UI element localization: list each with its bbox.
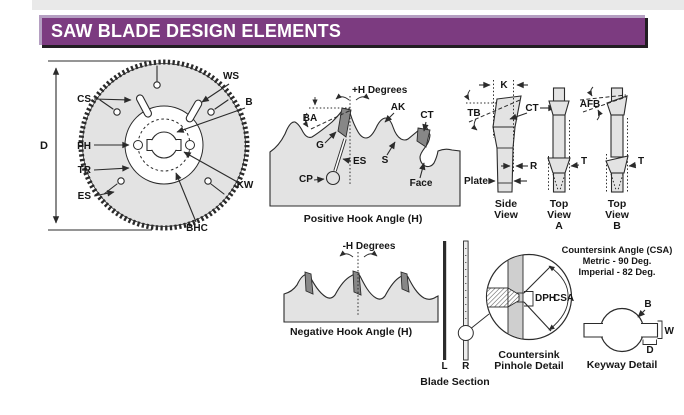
keyway-detail-diagram — [584, 299, 675, 371]
label-ph: PH — [77, 141, 91, 152]
side-view-caption: Side — [494, 198, 518, 210]
positive-hook-caption: Positive Hook Angle (H) — [303, 213, 423, 225]
label-plate: Plate — [464, 176, 488, 187]
countersink-note: Countersink Angle (CSA) — [561, 245, 673, 255]
countersink-caption: Countersink — [498, 349, 560, 361]
label-es: ES — [353, 156, 367, 167]
copper-plug — [327, 172, 340, 185]
label-csa: CSA — [553, 293, 575, 304]
w-bracket — [658, 321, 663, 339]
label-ct: CT — [420, 110, 434, 121]
top-view-a-caption: A — [555, 220, 563, 232]
label-t: T — [638, 156, 645, 167]
label-ct: CT — [525, 103, 539, 114]
plate — [612, 173, 624, 192]
tooth-body — [553, 115, 565, 158]
top-view-b-caption: View — [605, 209, 629, 221]
label-ak: AK — [390, 102, 406, 113]
plate — [554, 173, 566, 192]
shoulder — [548, 158, 570, 173]
blade-section-caption: Blade Section — [420, 376, 490, 388]
blade-front-view — [40, 61, 254, 234]
top-view-b-diagram — [580, 87, 644, 232]
negative-hook-caption: Negative Hook Angle (H) — [289, 326, 413, 338]
left-section-bar — [443, 241, 446, 360]
label-g: G — [316, 140, 324, 151]
label-r: R — [462, 361, 470, 372]
pinhole-right — [186, 141, 195, 150]
top-view-b-caption: B — [613, 220, 621, 232]
bore-circle — [601, 309, 644, 352]
top-view-b-caption: Top — [607, 198, 627, 210]
label-bhc: BHC — [186, 223, 208, 234]
label-minus-h-degrees: -H Degrees — [342, 241, 396, 252]
pinhole-left — [134, 141, 143, 150]
label-b: B — [644, 299, 652, 310]
label-k: K — [500, 80, 508, 91]
label-cp: CP — [299, 174, 313, 185]
carbide-tip — [353, 271, 361, 295]
countersink-caption: Pinhole Detail — [494, 360, 564, 372]
carbide-tip — [401, 272, 409, 292]
label-tr: TR — [77, 165, 91, 176]
top-view-a-caption: View — [547, 209, 571, 221]
label-l: L — [441, 361, 448, 372]
right-section-bar — [464, 241, 469, 360]
label-cs: CS — [77, 94, 91, 105]
countersink-note: Imperial - 82 Deg. — [578, 267, 656, 277]
carbide-tip — [305, 272, 313, 294]
page-title: SAW BLADE DESIGN ELEMENTS — [51, 21, 342, 41]
label-w: W — [664, 326, 674, 337]
label-tb: TB — [467, 108, 481, 119]
label-s: S — [381, 155, 389, 166]
label-d: D — [40, 140, 48, 152]
label-ba: BA — [302, 113, 318, 124]
label-dph: DPH — [535, 293, 557, 304]
label-r: R — [530, 161, 538, 172]
label-face: Face — [409, 178, 433, 189]
side-view-caption: View — [494, 209, 518, 221]
tooth-tip — [549, 101, 569, 115]
d-bracket — [643, 340, 657, 345]
tooth-body — [611, 115, 623, 157]
tooth-tab — [554, 88, 565, 101]
pinhole-callout-circle — [458, 326, 473, 341]
label-t: T — [581, 156, 588, 167]
label-b: B — [245, 97, 253, 108]
positive-hook-diagram — [270, 85, 460, 225]
label-ws: WS — [222, 71, 240, 82]
top-view-a-caption: Top — [549, 198, 569, 210]
bore — [151, 132, 177, 158]
keyway-caption: Keyway Detail — [586, 359, 658, 371]
label-afb: AFB — [579, 99, 601, 110]
shoulder-beveled — [606, 156, 628, 173]
side-view-diagram — [464, 80, 555, 221]
label-es: ES — [77, 191, 91, 202]
label-d: D — [646, 345, 654, 356]
label-kw: KW — [236, 180, 254, 191]
label-plus-h-degrees: +H Degrees — [352, 85, 408, 96]
countersink-note: Metric - 90 Deg. — [582, 256, 652, 266]
blade-cross-section — [493, 96, 521, 192]
negative-hook-diagram — [284, 241, 438, 338]
